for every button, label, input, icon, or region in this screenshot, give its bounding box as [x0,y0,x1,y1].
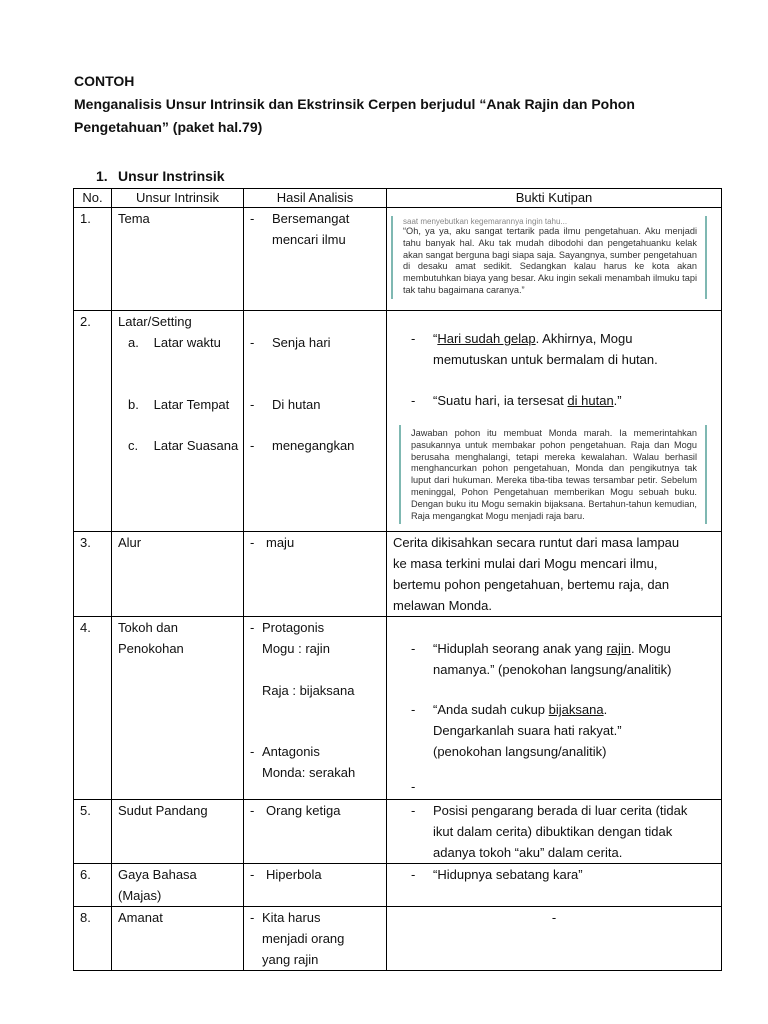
dash: - [411,779,416,794]
cell-no: 2. [74,311,112,532]
sub-label: c. [128,438,139,453]
bukti-line: “Hidupnya sebatang kara” [433,867,583,882]
quote-scan-image [391,216,707,299]
bukti-line: ke masa terkini mulai dari Mogu mencari ilmu, [393,556,658,571]
quote-underlined: Hari sudah gelap [437,331,536,346]
quote-underlined: rajin [606,641,632,656]
sub-label: b. [128,397,139,412]
dash: - [250,620,255,635]
section-heading [96,165,225,188]
dash: - [411,867,416,882]
hasil-label: Protagonis [262,620,325,635]
scan-text: Jawaban pohon itu membuat Monda marah. Ia memerintahkan pasukannya untuk membakar pohon pengetahuan. Raja dan Mogu berusaha menghalangi, tetapi mereka kewalahan. Walau berhasil menghancurkan pohon pengetahuan, Monda dan pengikutnya tak luput dari hukuman. Mereka tiba-tiba tewas tersambar petir. Sebelum meninggal, Pohon Pengetahuan memberikan Mogu sebuah buku. Dengan buku itu Mogu semakin bijaksana. Bertahun-tahun kemudian, Raja mengangkat Mogu menjadi raja baru. [411,428,697,521]
hasil-text: Raja : bijaksana [262,683,355,698]
cell-no: 3. [74,532,112,617]
cell-hasil [244,864,387,907]
hasil-text: Monda: serakah [262,765,356,780]
cell-hasil [244,208,387,311]
cell-no: 1. [74,208,112,311]
quote-text: . [603,702,608,717]
quote-scan-image [399,425,707,524]
section-title: Unsur Instrinsik [118,168,225,184]
section-number: 1. [96,168,108,184]
quote-text: . Mogu [631,641,671,656]
sub-label: a. [128,335,139,350]
quote-text: memutuskan untuk bermalam di hutan. [433,352,658,367]
cell-bukti [387,311,722,532]
quote-text: “Anda sudah cukup [433,702,549,717]
label-contoh: CONTOH [74,73,135,89]
table-row [74,800,722,864]
hasil-text: yang rajin [262,952,319,967]
quote-text: .” [613,393,622,408]
dash: - [250,867,255,882]
cell-no: 6. [74,864,112,907]
dash: - [250,803,255,818]
cell-unsur: Alur [112,532,244,617]
hasil-text: mencari ilmu [272,232,346,247]
scan-text: “Oh, ya ya, aku sangat tertarik pada ilmu pengetahuan. Aku menjadi tahu banyak hal. Aku tak mudah dibodohi dan pengetahuanku kelak akan sangat berguna bagi siapa saja. Sayangnya, sumber pengetahuan di desaku amat sedikit. Sedangkan kalau harus ke kota akan membutuhkan biaya yang besar. Aku ingin sekali menambah ilmuku tapi tak tahu bagaimana caranya.” [403,226,697,295]
hasil-label: Antagonis [262,744,320,759]
intrinsic-analysis-table [73,188,722,971]
bukti-line: melawan Monda. [393,598,492,613]
unsur-text: Tokoh dan [118,620,178,635]
hasil-text: Mogu : rajin [262,641,330,656]
sub-text: Latar waktu [153,335,221,350]
header-bukti: Bukti Kutipan [387,189,722,208]
quote-text: . Akhirnya, Mogu [535,331,633,346]
table-row [74,208,722,311]
quote-text: “ [433,331,438,346]
cell-bukti [387,532,722,617]
dash: - [250,335,255,350]
cell-hasil [244,311,387,532]
dash: - [411,803,416,818]
cell-hasil [244,800,387,864]
cell-unsur: Tema [112,208,244,311]
quote-text: Dengarkanlah suara hati rakyat.” [433,723,622,738]
quote-underlined: bijaksana [548,702,604,717]
dash: - [411,702,416,717]
cell-unsur: Sudut Pandang [112,800,244,864]
dash: - [250,744,255,759]
hasil-text: Hiperbola [266,867,322,882]
cell-bukti [387,208,722,311]
header-no: No. [74,189,112,208]
unsur-text: Gaya Bahasa [118,867,197,882]
bukti-line: Posisi pengarang berada di luar cerita (tidak [433,803,688,818]
bukti-dash: - [551,910,557,925]
hasil-text: Senja hari [272,335,331,350]
cell-bukti [387,907,722,971]
header-hasil: Hasil Analisis [244,189,387,208]
cell-hasil [244,532,387,617]
quote-text: namanya.” (penokohan langsung/analitik) [433,662,672,677]
hasil-text: Bersemangat [272,211,350,226]
header-unsur: Unsur Intrinsik [112,189,244,208]
unsur-text: Penokohan [118,641,184,656]
dash: - [250,910,255,925]
unsur-text: (Majas) [118,888,162,903]
hasil-text: Di hutan [272,397,321,412]
cell-hasil [244,617,387,800]
table-row [74,907,722,971]
sub-text: Latar Suasana [153,438,239,453]
bukti-line: adanya tokoh “aku” dalam cerita. [433,845,623,860]
cell-unsur: Amanat [112,907,244,971]
quote-underlined: di hutan [567,393,614,408]
hasil-text: Kita harus [262,910,321,925]
sub-text: Latar Tempat [153,397,230,412]
dash: - [411,393,416,408]
table-row [74,617,722,800]
cell-unsur [112,864,244,907]
cell-bukti [387,864,722,907]
hasil-text: maju [266,535,295,550]
cell-unsur [112,617,244,800]
bukti-line: Cerita dikisahkan secara runtut dari masa lampau [393,535,680,550]
dash: - [411,641,416,656]
cell-no: 5. [74,800,112,864]
bukti-line: ikut dalam cerita) dibuktikan dengan tidak [433,824,673,839]
unsur-text: Latar/Setting [118,314,192,329]
table-header-row [74,189,722,208]
table-row [74,532,722,617]
quote-text: “Hiduplah seorang anak yang [433,641,607,656]
scan-cropped-line: saat menyebutkan kegemarannya ingin tahu... [403,218,568,226]
cell-no: 8. [74,907,112,971]
cell-no: 4. [74,617,112,800]
dash: - [250,211,255,226]
dash: - [250,535,255,550]
cell-hasil [244,907,387,971]
document-title: Menganalisis Unsur Intrinsik dan Ekstrinsik Cerpen berjudul “Anak Rajin dan Pohon Pengetahuan” (paket hal.79) [74,96,635,135]
dash: - [411,331,416,346]
cell-unsur [112,311,244,532]
bukti-line: bertemu pohon pengetahuan, bertemu raja, dan [393,577,670,592]
hasil-text: Orang ketiga [266,803,341,818]
dash: - [250,438,255,453]
hasil-text: menegangkan [272,438,355,453]
table-row [74,311,722,532]
hasil-text: menjadi orang [262,931,345,946]
quote-text: “Suatu hari, ia tersesat [433,393,568,408]
cell-bukti [387,800,722,864]
quote-text: (penokohan langsung/analitik) [433,744,607,759]
table-row [74,864,722,907]
cell-bukti [387,617,722,800]
dash: - [250,397,255,412]
